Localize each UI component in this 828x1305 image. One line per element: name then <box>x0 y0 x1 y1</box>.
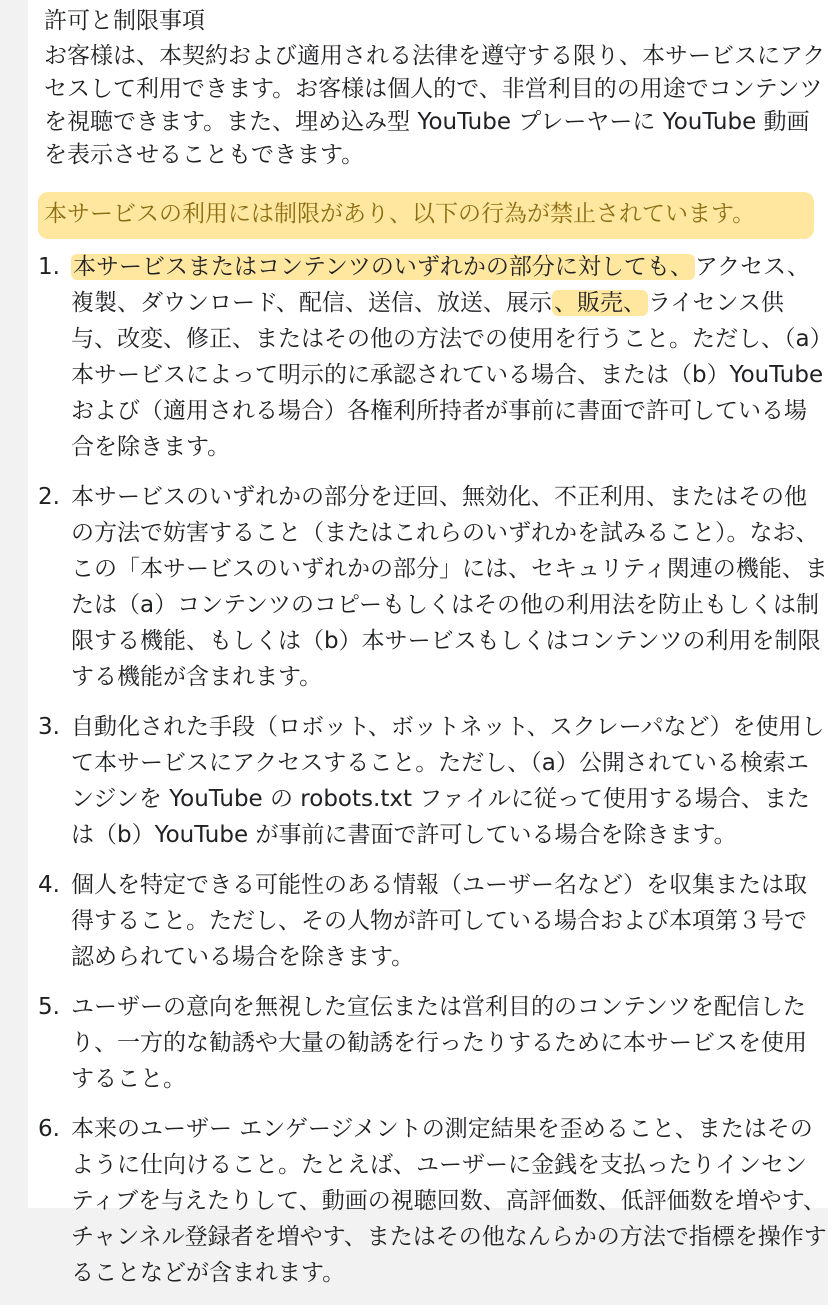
list-item-text: 本サービスのいずれかの部分を迂回、無効化、不正利用、またはその他の方法で妨害すること（またはこれらのいずれかを試みること）。なお、この「本サービスのいずれかの部分」には、セキュリティ関連の機能、または（a）コンテンツのコピーもしくはその他の利用法を防止もしくは制限する機能、もしくは（b）本サービスもしくはコンテンツの利用を制限する機能が含まれます。 <box>71 484 828 690</box>
list-item-number: 1. <box>38 254 60 280</box>
list-item-text: 個人を特定できる可能性のある情報（ユーザー名など）を収集または取得すること。ただし、その人物が許可している場合および本項第３号で認められている場合を除きます。 <box>71 872 807 970</box>
section-title: 許可と制限事項 <box>44 8 205 34</box>
list-item-number: 5. <box>38 994 60 1020</box>
list-item-text: 本来のユーザー エンゲージメントの測定結果を歪めること、またはそのように仕向けること。たとえば、ユーザーに金銭を支払ったりインセンティブを与えたりして、動画の視聴回数、高評価数、低評価数を増やす、チャンネル登録者を増やす、またはその他なんらかの方法で指標を操作することなどが含まれます。 <box>71 1116 827 1286</box>
list-item-number: 2. <box>38 484 60 510</box>
list-item <box>38 1111 828 1291</box>
list-item <box>38 709 828 853</box>
list-item-number: 4. <box>38 872 60 898</box>
list-item <box>38 989 828 1097</box>
restriction-lead-highlighted: 本サービスの利用には制限があり、以下の行為が禁止されています。 <box>44 194 828 235</box>
document-page <box>28 0 828 1286</box>
list-item-number: 3. <box>38 714 60 740</box>
list-item <box>38 249 828 465</box>
terms-content <box>38 0 828 1305</box>
highlighted-text: 、販売、 <box>553 290 646 316</box>
list-item <box>38 479 828 695</box>
list-item-text: 自動化された手段（ロボット、ボットネット、スクレーパなど）を使用して本サービスにアクセスすること。ただし、（a）公開されている検索エンジンを YouTube の robots.txt ファイルに従って使用する場合、または（b）YouTube が事前に書面で許可している場合を除きます。 <box>71 714 825 848</box>
list-item-number: 6. <box>38 1116 60 1142</box>
list-item <box>38 867 828 975</box>
list-item-text: アクセス、複製、ダウンロード、配信、送信、放送、展示 <box>71 254 810 316</box>
list-item-text: ユーザーの意向を無視した宣伝または営利目的のコンテンツを配信したり、一方的な勧誘や大量の勧誘を行ったりするために本サービスを使用すること。 <box>71 994 807 1092</box>
prohibited-actions-list <box>38 249 828 1291</box>
highlighted-text: 本サービスまたはコンテンツのいずれかの部分に対しても、 <box>73 254 693 280</box>
list-item-text: ライセンス供与、改変、修正、またはその他の方法での使用を行うこと。ただし、（a）本サービスによって明示的に承認されている場合、または（b）YouTube および（適用される場合）各権利所持者が事前に書面で許可している場合を除きます。 <box>71 290 824 460</box>
intro-paragraph: お客様は、本契約および適用される法律を遵守する限り、本サービスにアクセスして利用できます。お客様は個人的で、非営利目的の用途でコンテンツを視聴できます。また、埋め込み型 YouTube プレーヤーに YouTube 動画を表示させることもできます。 <box>44 43 826 168</box>
